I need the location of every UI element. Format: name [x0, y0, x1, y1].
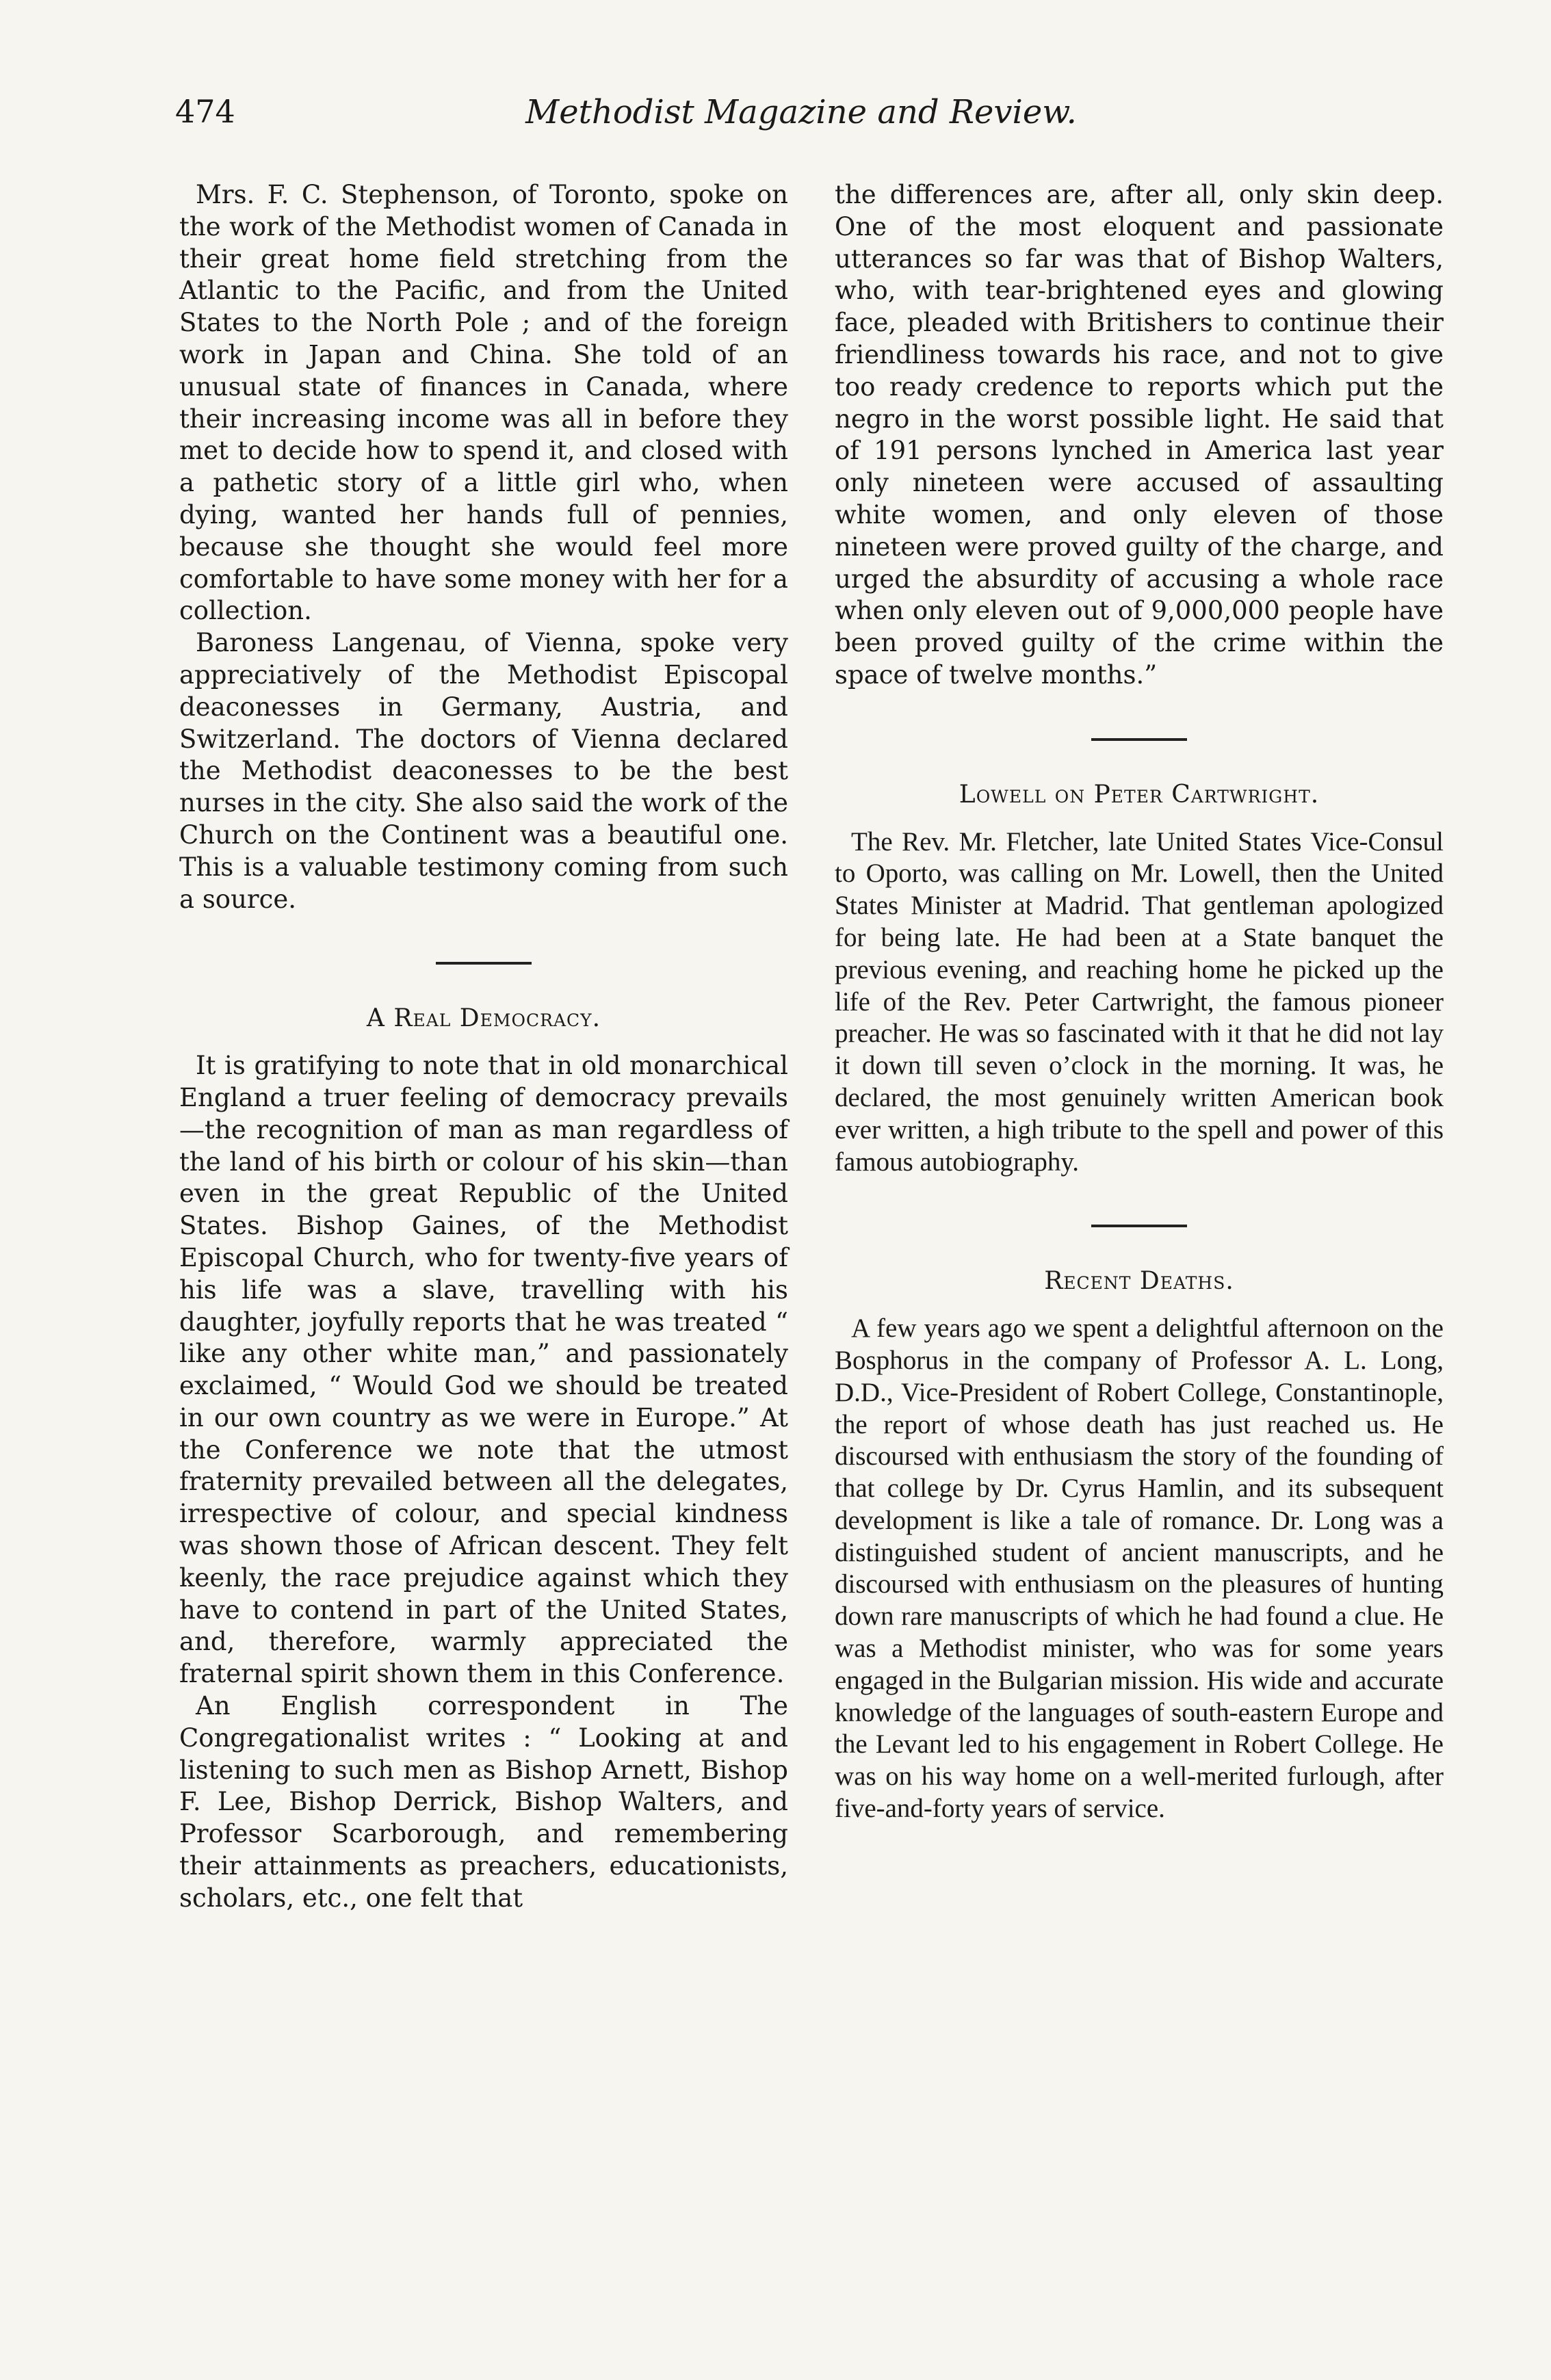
paragraph-democracy: It is gratifying to note that in old monarchical England a truer feeling of democracy prevails—the recognition of man as man regardless of the land of his birth or colour of his skin—than even in the great Republic of the United States. Bishop Gaines, of the Methodist Episcopal Church, who for twenty-five years of his life was a slave, travelling with his daughter, joyfully reports that he was treated “ like any other white man,” and passionately exclaimed, “ Would God we should be treated in our own country as we were in Europe.” At the Conference we note that the utmost fraternity prevailed between all the delegates, irrespective of colour, and special kindness was shown those of African descent. They felt keenly, the race prejudice against which they have to contend in part of the United States, and, therefore, warmly appreciated the fraternal spirit shown them in this Conference.	[179, 1051, 788, 1689]
running-title: Methodist Magazine and Review.	[525, 93, 1077, 131]
paragraph-lowell: The Rev. Mr. Fletcher, late United States Vice-Consul to Oporto, was calling on Mr. Lowell, then the United States Minister at Madrid. That gentleman apologized for being late. He had been at a State banquet the previous evening, and reaching home he picked up the life of the Rev. Peter Cartwright, the famous pioneer preacher. He was so fascinated with it that he did not lay it down till seven o’clock in the morning. It was, he declared, the most genuinely written American book ever written, a high tribute to the spell and power of this famous autobiography.	[835, 826, 1444, 1177]
heading-lowell-cartwright: Lowell on Peter Cartwright.	[959, 780, 1320, 809]
section-divider	[436, 962, 532, 965]
paragraph-recent-deaths: A few years ago we spent a delightful afternoon on the Bosphorus in the company of Professor A. L. Long, D.D., Vice-President of Robert College, Constantinople, the report of whose death has just reached us. He discoursed with enthusiasm the story of the founding of that college by Dr. Cyrus Hamlin, and its subsequent development is like a tale of romance. Dr. Long was a distinguished student of ancient manuscripts, and he discoursed with enthusiasm on the pleasures of hunting down rare manuscripts of which he had found a clue. He was a Methodist minister, who was for some years engaged in the Bulgarian mission. His wide and accurate knowledge of the languages of south-eastern Europe and the Levant led to his engagement in Robert College. He was on his way home on a well-merited furlough, after five-and-forty years of service.	[835, 1313, 1444, 1824]
right-column	[835, 179, 1444, 1825]
paragraph-stephenson: Mrs. F. C. Stephenson, of Toronto, spoke on the work of the Methodist women of Canada in their great home field stretching from the Atlantic to the Pacific, and from the United States to the North Pole ; and of the foreign work in Japan and China. She told of an unusual state of finances in Canada, where their increasing income was all in before they met to decide how to spend it, and closed with a pathetic story of a little girl who, when dying, wanted her hands full of pennies, because she thought she would feel more comfortable to have some money with her for a collection.	[179, 180, 788, 626]
section-divider	[1091, 738, 1187, 741]
left-column	[179, 179, 788, 1915]
heading-recent-deaths: Recent Deaths.	[1044, 1267, 1234, 1296]
section-divider	[1091, 1225, 1187, 1227]
heading-real-democracy: A Real Democracy.	[366, 1004, 601, 1033]
paragraph-correspondent-continued: the differences are, after all, only skin deep. One of the most eloquent and passionate utterances so far was that of Bishop Walters, who, with tear-brightened eyes and glowing face, pleaded with Britishers to continue their friendliness towards his race, and not to give too ready credence to reports which put the negro in the worst possible light. He said that of 191 persons lynched in America last year only nineteen were accused of assaulting white women, and only eleven of those nineteen were proved guilty of the charge, and urged the absurdity of accusing a whole race when only eleven out of 9,000,000 people have been proved guilty of the crime within the space of twelve months.”	[835, 180, 1444, 690]
paragraph-correspondent: An English correspondent in The Congregationalist writes : “ Looking at and listening to such men as Bishop Arnett, Bishop F. Lee, Bishop Derrick, Bishop Walters, and Professor Scarborough, and remembering their attainments as preachers, educationists, scholars, etc., one felt that	[179, 1691, 788, 1913]
page-header	[175, 93, 1427, 141]
page-number: 474	[175, 93, 235, 130]
paragraph-langenau: Baroness Langenau, of Vienna, spoke very appreciatively of the Methodist Episcopal deaconesses in Germany, Austria, and Switzerland. The doctors of Vienna declared the Methodist deaconesses to be the best nurses in the city. She also said the work of the Church on the Continent was a beautiful one. This is a valuable testimony coming from such a source.	[179, 628, 788, 914]
